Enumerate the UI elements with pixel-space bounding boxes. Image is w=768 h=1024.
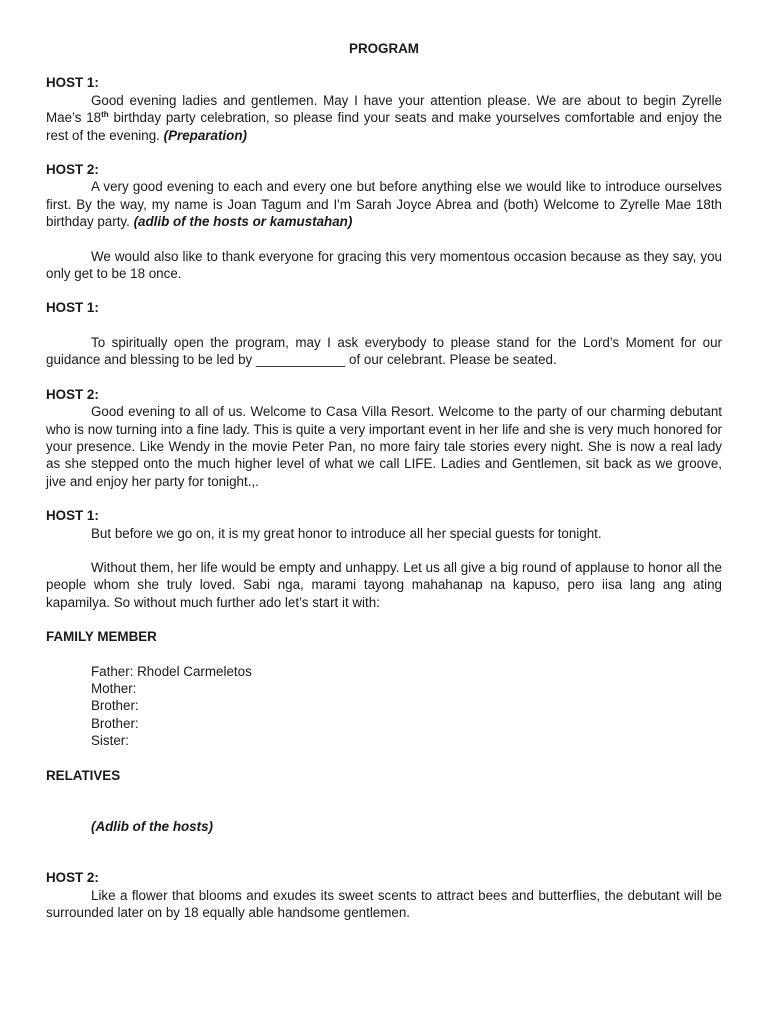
host-2-thanks-paragraph: We would also like to thank everyone for gracing this very momentous occasion because as they say, you only get to be 18 once. [46, 248, 722, 282]
family-list-item: Father: Rhodel Carmeletos [91, 663, 252, 679]
text-segment: Good evening ladies and gentlemen. May I have your attention please. We are about to begin Zyrelle Mae’s 18 [46, 92, 722, 126]
family-list-item: Brother: [91, 715, 139, 731]
family-list-item: Mother: [91, 680, 137, 696]
text-segment: A very good evening to each and every one but before anything else we would like to introduce ourselves first. By the way, my name is Joan Tagum and I'm Sarah Joyce Abrea and (both) Welcome to Zyrelle Mae 18th birthday party. [46, 179, 722, 230]
welcome-paragraph: Good evening to all of us. Welcome to Casa Villa Resort. Welcome to the party of our charming debutant who is now turning into a fine lady. This is quite a very important event in her life and she is very much honored for your presence. Like Wendy in the movie Peter Pan, no more fairy tale stories every night. She is now a real lady as she stepped onto the much higher level of what we call LIFE. Ladies and Gentlemen, sit back as we groove, jive and enjoy her party for tonight.,. [46, 404, 722, 489]
document-title: PROGRAM [349, 41, 419, 56]
host-2-label: HOST 2: [46, 870, 99, 886]
guests-intro-paragraph: But before we go on, it is my great honor to introduce all her special guests for tonight. [91, 525, 602, 541]
host-2-label: HOST 2: [46, 386, 99, 402]
family-list-item: Brother: [91, 698, 139, 714]
applause-paragraph: Without them, her life would be empty and unhappy. Let us all give a big round of applause to honor all the people whom she truly loved. Sabi nga, marami tayong mahahanap na kapuso, pero iisa lang ang ating kapamilya. So without much further ado let’s start it with: [46, 559, 722, 610]
text-segment: birthday party celebration, so please find your seats and make yourselves comfortable and enjoy the rest of the evening. [46, 110, 722, 143]
document-page [46, 40, 722, 922]
escorts-paragraph: Like a flower that blooms and exudes its sweet scents to attract bees and butterflies, the debutant will be surrounded later on by 18 equally able handsome gentlemen. [46, 887, 722, 921]
host-1-label: HOST 1: [46, 300, 99, 316]
host-2-intro-paragraph [46, 178, 722, 230]
family-list-item: Sister: [91, 733, 129, 749]
preparation-note: (Preparation) [163, 127, 247, 143]
host-1-label: HOST 1: [46, 508, 99, 524]
relatives-adlib-note: (Adlib of the hosts) [91, 819, 213, 834]
host-1-label: HOST 1: [46, 75, 99, 91]
adlib-note: (adlib of the hosts or kamustahan) [133, 214, 353, 230]
family-member-heading: FAMILY MEMBER [46, 629, 157, 645]
relatives-heading: RELATIVES [46, 767, 121, 783]
host-1-opening-paragraph [46, 92, 722, 144]
ordinal-suffix: th [101, 110, 109, 120]
host-2-label: HOST 2: [46, 162, 99, 178]
prayer-paragraph: To spiritually open the program, may I ask everybody to please stand for the Lord’s Moment for our guidance and blessing to be led by ____________ of our celebrant. Please be seated. [46, 334, 722, 368]
